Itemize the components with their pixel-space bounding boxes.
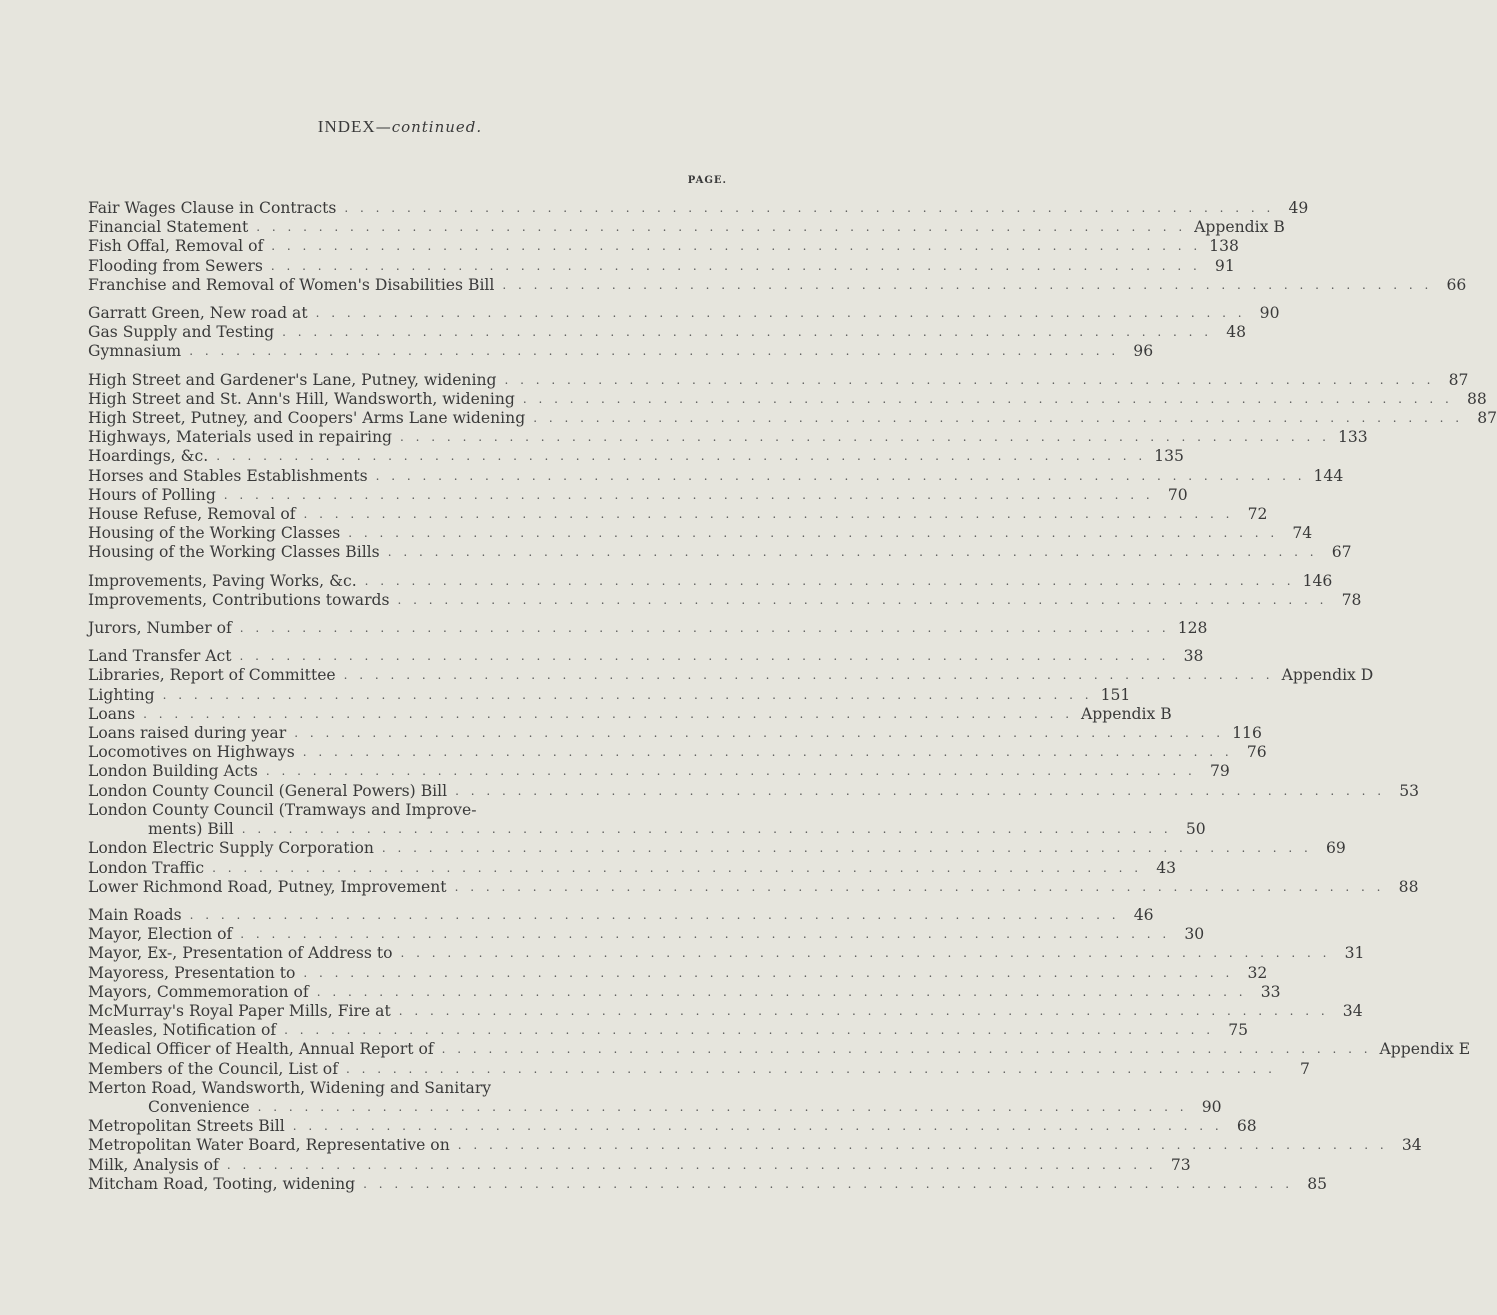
entry-label: McMurray's Royal Paper Mills, Fire at xyxy=(88,1001,391,1020)
leader-dots: . . . . . . . . . . . . . . . . . . . . . . . . . . . . . . . . . . . . . . . . . . . . . . . . . . . . . . . . . . . . xyxy=(292,1119,1223,1134)
entry-page: 33 xyxy=(1260,982,1281,1001)
entry-page: 96 xyxy=(1133,342,1154,361)
entry-page: Appendix B xyxy=(1194,218,1285,237)
entry-label: London Building Acts xyxy=(88,762,258,781)
entry-page: 31 xyxy=(1344,944,1365,963)
leader-dots: . . . . . . . . . . . . . . . . . . . . . . . . . . . . . . . . . . . . . . . . . . . . . . . . . . . . . . . . . . . . xyxy=(343,668,1274,683)
entry-page: 135 xyxy=(1154,447,1184,466)
entry-label: Financial Statement xyxy=(88,218,249,237)
index-entry xyxy=(88,1117,1257,1136)
index-entry xyxy=(88,256,1235,276)
entry-page: 128 xyxy=(1177,619,1208,638)
entry-page: 76 xyxy=(1246,743,1267,762)
leader-dots: . . . . . . . . . . . . . . . . . . . . . . . . . . . . . . . . . . . . . . . . . . . . . . . . . . . . . . . . . . . . xyxy=(375,468,1306,483)
index-entry xyxy=(88,963,1268,983)
entry-page: 87 xyxy=(1477,409,1497,428)
leader-dots: . . . . . . . . . . . . . . . . . . . . . . . . . . . . . . . . . . . . . . . . . . . . . . . . . . . . . . . . . . . . xyxy=(441,1042,1372,1057)
leader-dots: . . . . . . . . . . . . . . . . . . . . . . . . . . . . . . . . . . . . . . . . . . . . . . . . . . . . . . . . . . . . xyxy=(265,764,1196,779)
index-entry xyxy=(88,466,1344,486)
entry-label: Mayor, Ex-, Presentation of Address to xyxy=(88,944,393,963)
index-entry xyxy=(88,485,1188,505)
leader-dots: . . . . . . . . . . . . . . . . . . . . . . . . . . . . . . . . . . . . . . . . . . . . . . . . . . . . . . . . . . . . xyxy=(239,621,1170,636)
entry-label: Flooding from Sewers xyxy=(88,256,263,275)
leader-dots: . . . . . . . . . . . . . . . . . . . . . . . . . . . . . . . . . . . . . . . . . . . . . . . . . . . . . . . . . . . . xyxy=(216,449,1147,464)
title-main: INDEX xyxy=(317,117,376,136)
leader-dots: . . . . . . . . . . . . . . . . . . . . . . . . . . . . . . . . . . . . . . . . . . . . . . . . . . . . . . . . . . . . xyxy=(303,965,1234,980)
entry-label: Members of the Council, List of xyxy=(88,1059,338,1078)
entry-label: Merton Road, Wandsworth, Widening and Sanitary xyxy=(88,1078,492,1097)
entry-label: Gas Supply and Testing xyxy=(88,323,275,342)
entry-page: 66 xyxy=(1446,275,1467,294)
index-entry xyxy=(88,982,1281,1002)
index-entry xyxy=(88,781,1420,801)
leader-dots: . . . . . . . . . . . . . . . . . . . . . . . . . . . . . . . . . . . . . . . . . . . . . . . . . . . . . . . . . . . . xyxy=(363,1176,1294,1191)
entry-page: 133 xyxy=(1337,428,1368,447)
entry-label: Loans xyxy=(88,704,136,723)
entry-label: London County Council (Tramways and Improve- xyxy=(88,800,477,819)
leader-dots: . . . . . . . . . . . . . . . . . . . . . . . . . . . . . . . . . . . . . . . . . . . . . . . . . . . . . . . . . . . . xyxy=(364,573,1295,588)
entry-page: 73 xyxy=(1170,1155,1191,1174)
entry-page: 69 xyxy=(1326,839,1346,858)
entry-label: Measles, Notification of xyxy=(88,1021,277,1040)
entry-page: 90 xyxy=(1259,304,1280,323)
index-entry xyxy=(88,762,1230,781)
entry-page: 116 xyxy=(1232,724,1262,743)
entry-label: Main Roads xyxy=(88,905,182,924)
leader-dots: . . . . . . . . . . . . . . . . . . . . . . . . . . . . . . . . . . . . . . . . . . . . . . . . . . . . . . . . . . . . xyxy=(316,984,1247,999)
index-entry xyxy=(88,342,1154,361)
entry-label: Hours of Polling xyxy=(88,485,216,504)
entry-page: 138 xyxy=(1209,237,1239,256)
leader-dots: . . . . . . . . . . . . . . . . . . . . . . . . . . . . . . . . . . . . . . . . . . . . . . . . . . . . . . . . . . . . xyxy=(455,783,1386,798)
index-entry xyxy=(88,389,1487,409)
entry-label: Garratt Green, New road at xyxy=(88,304,308,323)
index-entry xyxy=(88,218,1285,237)
leader-dots: . . . . . . . . . . . . . . . . . . . . . . . . . . . . . . . . . . . . . . . . . . . . . . . . . . . . . . . . . . . . xyxy=(457,1138,1388,1153)
entry-label: High Street and Gardener's Lane, Putney, widening xyxy=(88,370,497,389)
index-entry xyxy=(88,304,1280,323)
leader-dots: . . . . . . . . . . . . . . . . . . . . . . . . . . . . . . . . . . . . . . . . . . . . . . . . . . . . . . . . . . . . xyxy=(226,1157,1157,1172)
leader-dots: . . . . . . . . . . . . . . . . . . . . . . . . . . . . . . . . . . . . . . . . . . . . . . . . . . . . . . . . . . . . xyxy=(257,1099,1188,1114)
index-entry xyxy=(88,858,1177,878)
index-entry xyxy=(88,524,1313,543)
group-gap xyxy=(88,638,728,647)
index-entry xyxy=(88,1174,1328,1194)
group-gap xyxy=(88,295,728,304)
index-entry xyxy=(88,1078,1222,1117)
leader-dots: . . . . . . . . . . . . . . . . . . . . . . . . . . . . . . . . . . . . . . . . . . . . . . . . . . . . . . . . . . . . xyxy=(315,306,1246,321)
entry-label: London County Council (General Powers) Bill xyxy=(88,781,448,800)
leader-dots: . . . . . . . . . . . . . . . . . . . . . . . . . . . . . . . . . . . . . . . . . . . . . . . . . . . . . . . . . . . . xyxy=(270,258,1201,273)
page-column-heading: PAGE. xyxy=(687,175,727,186)
page-title xyxy=(0,117,800,137)
index-entry xyxy=(88,647,1204,666)
index-entry xyxy=(88,1021,1249,1040)
entry-page: 67 xyxy=(1331,543,1352,562)
group-gap xyxy=(88,362,728,371)
leader-dots: . . . . . . . . . . . . . . . . . . . . . . . . . . . . . . . . . . . . . . . . . . . . . . . . . . . . . . . . . . . . xyxy=(271,239,1202,254)
entry-page: Appendix D xyxy=(1281,666,1374,685)
leader-dots: . . . . . . . . . . . . . . . . . . . . . . . . . . . . . . . . . . . . . . . . . . . . . . . . . . . . . . . . . . . . xyxy=(397,592,1328,607)
group-gap xyxy=(88,563,728,572)
leader-dots: . . . . . . . . . . . . . . . . . . . . . . . . . . . . . . . . . . . . . . . . . . . . . . . . . . . . . . . . . . . . xyxy=(381,841,1312,856)
index-entry xyxy=(88,1059,1310,1079)
entry-label: Jurors, Number of xyxy=(88,619,232,638)
index-entry xyxy=(88,590,1362,610)
entry-label: Mayors, Commemoration of xyxy=(88,982,309,1001)
entry-page: 43 xyxy=(1156,858,1177,877)
group-gap xyxy=(88,610,728,619)
entry-page: 85 xyxy=(1307,1174,1328,1193)
entry-label: Housing of the Working Classes Bills xyxy=(88,543,380,562)
leader-dots: . . . . . . . . . . . . . . . . . . . . . . . . . . . . . . . . . . . . . . . . . . . . . . . . . . . . . . . . . . . . xyxy=(345,1061,1276,1076)
index-entry xyxy=(88,199,1309,218)
leader-dots: . . . . . . . . . . . . . . . . . . . . . . . . . . . . . . . . . . . . . . . . . . . . . . . . . . . . . . . . . . . . xyxy=(348,526,1279,541)
entry-label: Medical Officer of Health, Annual Report of xyxy=(88,1040,434,1059)
entry-page: 34 xyxy=(1401,1136,1422,1155)
index-entry xyxy=(88,543,1352,562)
index-entry xyxy=(88,619,1208,638)
leader-dots: . . . . . . . . . . . . . . . . . . . . . . . . . . . . . . . . . . . . . . . . . . . . . . . . . . . . . . . . . . . . xyxy=(454,879,1385,894)
index-entry xyxy=(88,666,1374,685)
entry-page: 48 xyxy=(1226,323,1247,342)
entry-label: Mayoress, Presentation to xyxy=(88,963,296,982)
index-entry xyxy=(88,1155,1191,1175)
entry-label: Mitcham Road, Tooting, widening xyxy=(88,1174,356,1193)
entry-label: House Refuse, Removal of xyxy=(88,505,296,524)
index-entry xyxy=(88,370,1469,390)
leader-dots: . . . . . . . . . . . . . . . . . . . . . . . . . . . . . . . . . . . . . . . . . . . . . . . . . . . . . . . . . . . . xyxy=(239,649,1170,664)
entry-page: 151 xyxy=(1100,685,1131,704)
entry-label: Loans raised during year xyxy=(88,724,287,743)
entry-page: Appendix E xyxy=(1379,1040,1471,1059)
leader-dots: . . . . . . . . . . . . . . . . . . . . . . . . . . . . . . . . . . . . . . . . . . . . . . . . . . . . . . . . . . . . xyxy=(344,201,1275,215)
leader-dots: . . . . . . . . . . . . . . . . . . . . . . . . . . . . . . . . . . . . . . . . . . . . . . . . . . . . . . . . . . . . xyxy=(502,277,1433,292)
leader-dots: . . . . . . . . . . . . . . . . . . . . . . . . . . . . . . . . . . . . . . . . . . . . . . . . . . . . . . . . . . . . xyxy=(533,411,1464,426)
entry-label: Franchise and Removal of Women's Disabilities Bill xyxy=(88,275,495,294)
entry-label: Gymnasium xyxy=(88,342,182,361)
leader-dots: . . . . . . . . . . . . . . . . . . . . . . . . . . . . . . . . . . . . . . . . . . . . . . . . . . . . . . . . . . . . xyxy=(387,545,1318,560)
index-entries xyxy=(88,199,1497,1194)
entry-page: 79 xyxy=(1209,762,1230,781)
entry-label: Lighting xyxy=(88,685,155,704)
index-entry xyxy=(88,237,1239,256)
entry-page: Appendix B xyxy=(1081,704,1172,723)
entry-label: Fish Offal, Removal of xyxy=(88,237,264,256)
leader-dots: . . . . . . . . . . . . . . . . . . . . . . . . . . . . . . . . . . . . . . . . . . . . . . . . . . . . . . . . . . . . xyxy=(522,391,1453,406)
leader-dots: . . . . . . . . . . . . . . . . . . . . . . . . . . . . . . . . . . . . . . . . . . . . . . . . . . . . . . . . . . . . xyxy=(398,1003,1329,1018)
index-entry xyxy=(88,839,1346,858)
entry-label: Housing of the Working Classes xyxy=(88,524,341,543)
entry-page: 75 xyxy=(1228,1021,1249,1040)
entry-page: 72 xyxy=(1247,505,1268,524)
leader-dots: . . . . . . . . . . . . . . . . . . . . . . . . . . . . . . . . . . . . . . . . . . . . . . . . . . . . . . . . . . . . xyxy=(212,860,1143,875)
entry-label: Metropolitan Streets Bill xyxy=(88,1117,285,1136)
leader-dots: . . . . . . . . . . . . . . . . . . . . . . . . . . . . . . . . . . . . . . . . . . . . . . . . . . . . . . . . . . . . xyxy=(302,745,1233,760)
entry-label: Improvements, Contributions towards xyxy=(88,590,390,609)
group-gap xyxy=(88,897,728,906)
leader-dots: . . . . . . . . . . . . . . . . . . . . . . . . . . . . . . . . . . . . . . . . . . . . . . . . . . . . . . . . . . . . xyxy=(256,220,1187,235)
entry-label: London Traffic xyxy=(88,858,205,877)
entry-page: 144 xyxy=(1313,466,1344,485)
entry-page: 53 xyxy=(1399,781,1420,800)
entry-page: 146 xyxy=(1302,571,1333,590)
leader-dots: . . . . . . . . . . . . . . . . . . . . . . . . . . . . . . . . . . . . . . . . . . . . . . . . . . . . . . . . . . . . xyxy=(241,822,1172,837)
leader-dots: . . . . . . . . . . . . . . . . . . . . . . . . . . . . . . . . . . . . . . . . . . . . . . . . . . . . . . . . . . . . xyxy=(303,507,1234,522)
index-entry xyxy=(88,1040,1471,1059)
entry-label: Highways, Materials used in repairing xyxy=(88,428,393,447)
entry-label-continued: ments) Bill xyxy=(148,820,234,839)
leader-dots: . . . . . . . . . . . . . . . . . . . . . . . . . . . . . . . . . . . . . . . . . . . . . . . . . . . . . . . . . . . . xyxy=(294,726,1225,741)
index-entry xyxy=(88,1136,1422,1155)
entry-label: High Street, Putney, and Coopers' Arms Lane widening xyxy=(88,409,526,428)
index-entry xyxy=(88,1001,1363,1021)
leader-dots: . . . . . . . . . . . . . . . . . . . . . . . . . . . . . . . . . . . . . . . . . . . . . . . . . . . . . . . . . . . . xyxy=(162,687,1093,702)
entry-page: 88 xyxy=(1398,877,1419,896)
leader-dots: . . . . . . . . . . . . . . . . . . . . . . . . . . . . . . . . . . . . . . . . . . . . . . . . . . . . . . . . . . . . xyxy=(223,487,1154,502)
index-entry xyxy=(88,685,1131,705)
index-entry xyxy=(88,905,1154,925)
entry-label: Improvements, Paving Works, &c. xyxy=(88,571,357,590)
entry-label: Land Transfer Act xyxy=(88,647,232,666)
entry-label: Lower Richmond Road, Putney, Improvement xyxy=(88,877,447,896)
entry-label: Mayor, Election of xyxy=(88,925,233,944)
leader-dots: . . . . . . . . . . . . . . . . . . . . . . . . . . . . . . . . . . . . . . . . . . . . . . . . . . . . . . . . . . . . xyxy=(189,907,1120,922)
entry-page: 68 xyxy=(1236,1117,1257,1136)
leader-dots: . . . . . . . . . . . . . . . . . . . . . . . . . . . . . . . . . . . . . . . . . . . . . . . . . . . . . . . . . . . . xyxy=(143,706,1074,721)
index-entry xyxy=(88,323,1247,342)
index-entry xyxy=(88,877,1419,897)
index-entry xyxy=(88,428,1368,447)
entry-label: London Electric Supply Corporation xyxy=(88,839,374,858)
entry-page: 74 xyxy=(1292,524,1313,543)
index-entry xyxy=(88,571,1333,591)
entry-page: 34 xyxy=(1342,1001,1363,1020)
title-subtitle: —continued. xyxy=(375,118,483,136)
entry-page: 90 xyxy=(1201,1097,1222,1116)
entry-page: 50 xyxy=(1185,820,1206,839)
leader-dots: . . . . . . . . . . . . . . . . . . . . . . . . . . . . . . . . . . . . . . . . . . . . . . . . . . . . . . . . . . . . xyxy=(400,430,1330,445)
leader-dots: . . . . . . . . . . . . . . . . . . . . . . . . . . . . . . . . . . . . . . . . . . . . . . . . . . . . . . . . . . . . xyxy=(189,344,1120,359)
entry-label: Metropolitan Water Board, Representative on xyxy=(88,1136,450,1155)
entry-page: 32 xyxy=(1247,963,1268,982)
index-entry xyxy=(88,409,1497,428)
entry-label: Hoardings, &c. xyxy=(88,447,209,466)
entry-label: Horses and Stables Establishments xyxy=(88,466,368,485)
leader-dots: . . . . . . . . . . . . . . . . . . . . . . . . . . . . . . . . . . . . . . . . . . . . . . . . . . . . . . . . . . . . xyxy=(284,1023,1215,1038)
entry-label: Fair Wages Clause in Contracts xyxy=(88,199,337,217)
entry-page: 70 xyxy=(1167,485,1188,504)
entry-page: 46 xyxy=(1133,905,1154,924)
index-entry xyxy=(88,925,1205,944)
index-entry xyxy=(88,447,1184,466)
leader-dots: . . . . . . . . . . . . . . . . . . . . . . . . . . . . . . . . . . . . . . . . . . . . . . . . . . . . . . . . . . . . xyxy=(240,927,1171,942)
index-entry xyxy=(88,743,1267,762)
entry-page: 7 xyxy=(1299,1059,1310,1078)
index-entry xyxy=(88,505,1268,524)
entry-page: 91 xyxy=(1214,256,1235,275)
entry-page: 87 xyxy=(1448,370,1469,389)
index-entry xyxy=(88,724,1262,743)
leader-dots: . . . . . . . . . . . . . . . . . . . . . . . . . . . . . . . . . . . . . . . . . . . . . . . . . . . . . . . . . . . . xyxy=(282,325,1213,340)
index-entry xyxy=(88,704,1172,724)
index-entry xyxy=(88,944,1365,963)
leader-dots: . . . . . . . . . . . . . . . . . . . . . . . . . . . . . . . . . . . . . . . . . . . . . . . . . . . . . . . . . . . . xyxy=(400,946,1331,961)
entry-label-continued: Convenience xyxy=(148,1097,250,1116)
entry-page: 49 xyxy=(1288,199,1309,217)
index-entry xyxy=(88,275,1467,295)
entry-label: Locomotives on Highways xyxy=(88,743,295,762)
leader-dots: . . . . . . . . . . . . . . . . . . . . . . . . . . . . . . . . . . . . . . . . . . . . . . . . . . . . . . . . . . . . xyxy=(504,372,1435,387)
entry-page: 78 xyxy=(1341,590,1362,609)
entry-page: 88 xyxy=(1466,389,1487,408)
entry-label: Milk, Analysis of xyxy=(88,1155,219,1174)
entry-page: 30 xyxy=(1184,925,1205,944)
entry-label: High Street and St. Ann's Hill, Wandsworth, widening xyxy=(88,389,515,408)
entry-label: Libraries, Report of Committee xyxy=(88,666,336,685)
index-entry xyxy=(88,800,1206,839)
entry-page: 38 xyxy=(1183,647,1204,666)
